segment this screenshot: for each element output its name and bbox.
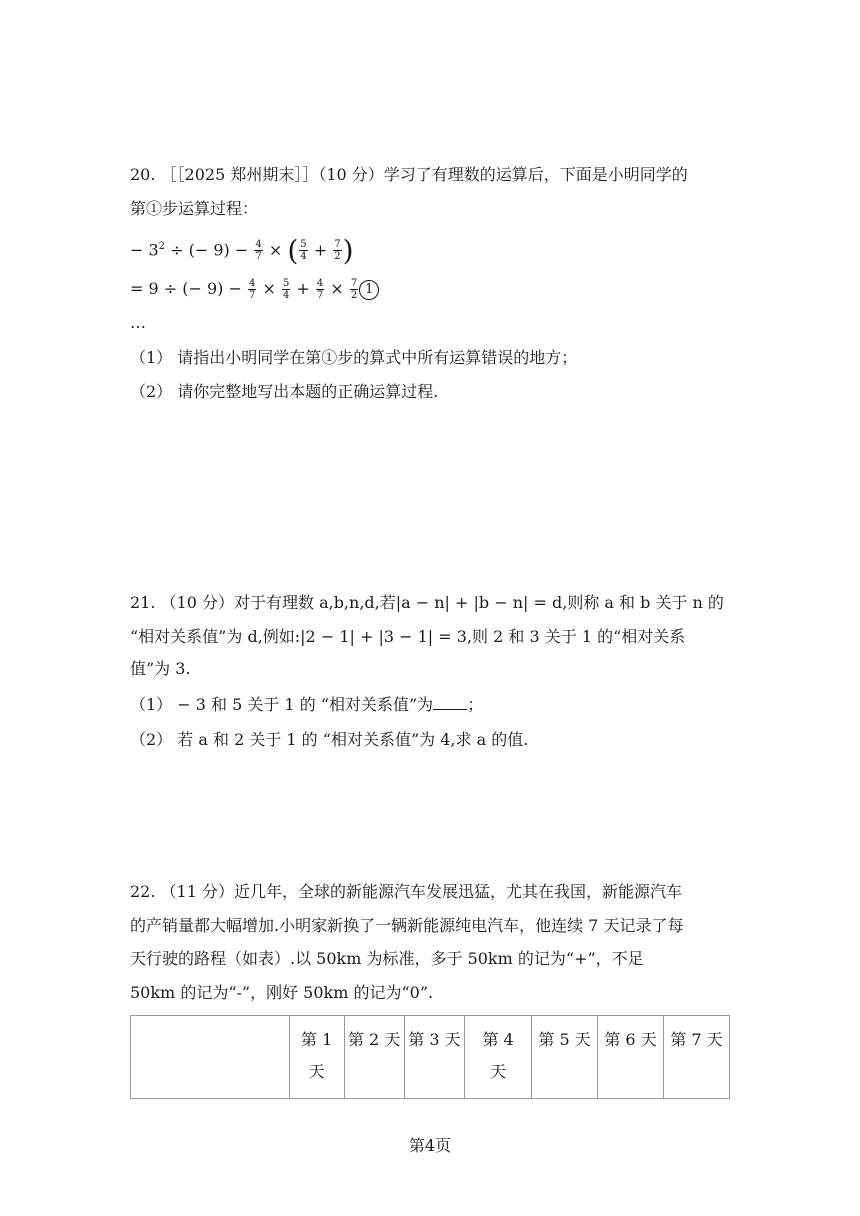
table-header-cell: 第 7 天 <box>664 1016 730 1099</box>
table-header-cell: 第 1 天 <box>289 1016 344 1099</box>
q22-stem-line1: 22. （11 分）近几年，全球的新能源汽车发展迅猛，尤其在我国，新能源汽车 <box>130 882 682 901</box>
q20-subquestion-1: （1） 请指出小明同学在第①步的算式中所有运算错误的地方； <box>130 348 578 367</box>
q20-subquestion-2: （2） 请你完整地写出本题的正确运算过程. <box>130 382 439 401</box>
q21-subquestion-1: （1） − 3 和 5 关于 1 的 “相对关系值”为 ； <box>130 695 484 714</box>
q20-stem-line2: 第①步运算过程： <box>130 199 259 218</box>
page-number: 第4页 <box>408 1136 452 1155</box>
table-header-cell: 第 3 天 <box>404 1016 464 1099</box>
q20-expression-2: = 9 ÷ (− 9) − $\frac{4}{7}$ × $\frac{5}{4}$ + $\frac{4}{7}$ × $\frac{7}{2}$ 1 <box>130 278 379 301</box>
q20-stem-line1: 20. ［［2025 郑州期末］］（10 分）学习了有理数的运算后，下面是小明同学的 <box>130 165 688 184</box>
table-row <box>131 1016 730 1099</box>
mileage-table <box>130 1015 730 1099</box>
table-header-cell: 第 2 天 <box>344 1016 404 1099</box>
q20-expression-1: − $3^2$ ÷ (− 9) − $\frac{4}{7}$ × ( $\frac{5}{4}$ + $\frac{7}{2}$ ) <box>130 233 354 267</box>
q20-ellipsis: … <box>130 313 146 332</box>
q22-stem-line2: 的产销量都大幅增加.小明家新换了一辆新能源纯电汽车，他连续 7 天记录了每 <box>130 916 684 935</box>
step-mark-circle: 1 <box>359 280 379 300</box>
table-header-cell: 第 6 天 <box>598 1016 664 1099</box>
answer-blank[interactable] <box>433 695 467 710</box>
table-header-cell: 第 4 天 <box>465 1016 532 1099</box>
q21-stem-line3: 值”为 3. <box>130 659 191 678</box>
q22-stem-line3: 天行驶的路程（如表）.以 50km 为标准，多于 50km 的记为“+”，不足 <box>130 949 644 968</box>
q21-subquestion-2: （2） 若 a 和 2 关于 1 的 “相对关系值”为 4,求 a 的值. <box>130 730 529 749</box>
q22-stem-line4: 50km 的记为“-”，刚好 50km 的记为“0”. <box>130 983 434 1002</box>
q21-stem-line2: “相对关系值”为 d,例如:|2 − 1| + |3 − 1| = 3,则 2 和 3 关于 1 的“相对关系 <box>130 627 686 646</box>
table-header-cell: 第 5 天 <box>532 1016 598 1099</box>
q21-stem-line1: 21. （10 分）对于有理数 a,b,n,d,若|a − n| + |b − n| = d,则称 a 和 b 关于 n 的 <box>130 593 724 612</box>
table-cell <box>131 1016 290 1099</box>
